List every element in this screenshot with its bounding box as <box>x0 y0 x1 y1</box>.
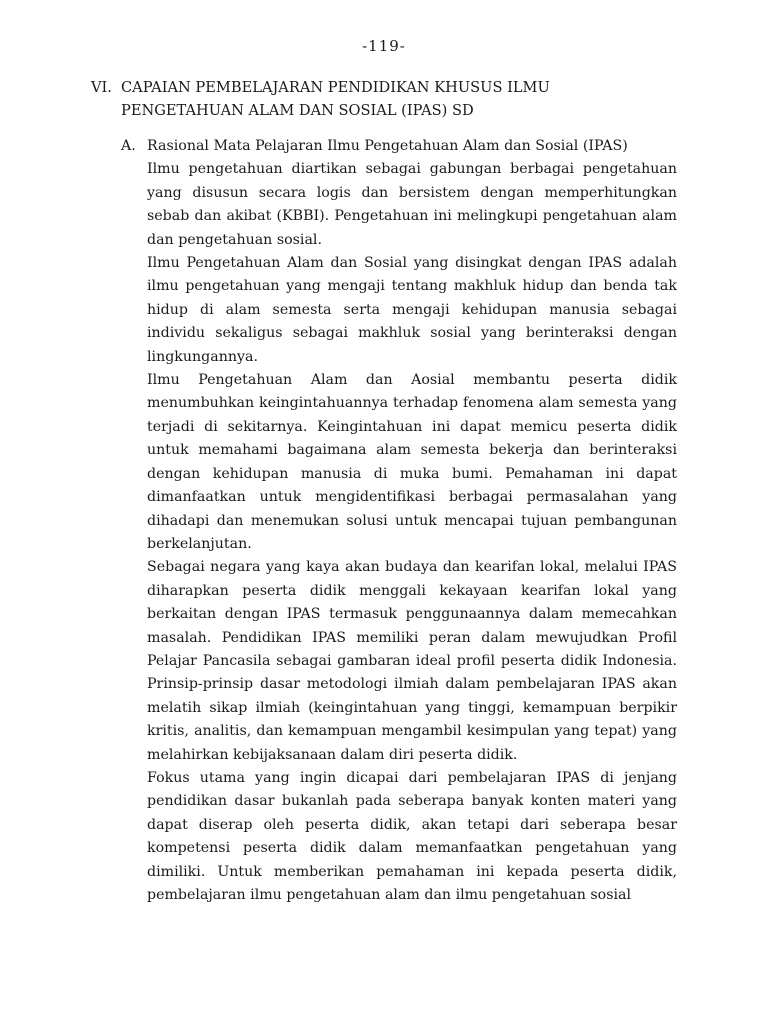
chapter-title: CAPAIAN PEMBELAJARAN PENDIDIKAN KHUSUS ILMU PENGETAHUAN ALAM DAN SOSIAL (IPAS) SD <box>121 79 550 120</box>
section-title: Rasional Mata Pelajaran Ilmu Pengetahuan Alam dan Sosial (IPAS) <box>147 138 628 154</box>
paragraph-3: Ilmu Pengetahuan Alam dan Aosial membantu peserta didik menumbuhkan keingintahuannya terhadap fenomena alam semesta yang terjadi di sekitarnya. Keingintahuan ini dapat memicu peserta didik untuk memahami bagaimana alam semesta bekerja dan berinteraksi dengan kehidupan manusia di muka bumi. Pemahaman ini dapat dimanfaatkan untuk mengidentifikasi berbagai permasalahan yang dihadapi dan menemukan solusi untuk mencapai tujuan pembangunan berkelanjutan. <box>147 372 677 552</box>
section-letter: A. <box>121 138 136 154</box>
page-number: -119- <box>362 37 406 55</box>
paragraph-1: Ilmu pengetahuan diartikan sebagai gabungan berbagai pengetahuan yang disusun secara logis dan bersistem dengan memperhitungkan sebab dan akibat (KBBI). Pengetahuan ini melingkupi pengetahuan alam dan pengetahuan sosial. <box>147 161 677 248</box>
paragraph-2: Ilmu Pengetahuan Alam dan Sosial yang disingkat dengan IPAS adalah ilmu pengetahuan yang mengaji tentang makhluk hidup dan benda tak hidup di alam semesta serta mengaji kehidupan manusia sebagai individu sekaligus sebagai makhluk sosial yang berinteraksi dengan lingkungannya. <box>147 255 677 365</box>
section-content <box>147 135 677 907</box>
chapter-number: VI. <box>91 79 112 96</box>
chapter-heading <box>91 76 677 123</box>
section-a <box>121 135 677 907</box>
paragraph-4: Sebagai negara yang kaya akan budaya dan kearifan lokal, melalui IPAS diharapkan peserta didik menggali kekayaan kearifan lokal yang berkaitan dengan IPAS termasuk penggunaannya dalam memecahkan masalah. Pendidikan IPAS memiliki peran dalam mewujudkan Profil Pelajar Pancasila sebagai gambaran ideal profil peserta didik Indonesia. Prinsip-prinsip dasar metodologi ilmiah dalam pembelajaran IPAS akan melatih sikap ilmiah (keingintahuan yang tinggi, kemampuan berpikir kritis, analitis, dan kemampuan mengambil kesimpulan yang tepat) yang melahirkan kebijaksanaan dalam diri peserta didik. <box>147 559 677 763</box>
paragraph-5: Fokus utama yang ingin dicapai dari pembelajaran IPAS di jenjang pendidikan dasar bukanlah pada seberapa banyak konten materi yang dapat diserap oleh peserta didik, akan tetapi dari seberapa besar kompetensi peserta didik dalam memanfaatkan pengetahuan yang dimiliki. Untuk memberikan pemahaman ini kepada peserta didik, pembelajaran ilmu pengetahuan alam dan ilmu pengetahuan sosial <box>147 769 677 903</box>
